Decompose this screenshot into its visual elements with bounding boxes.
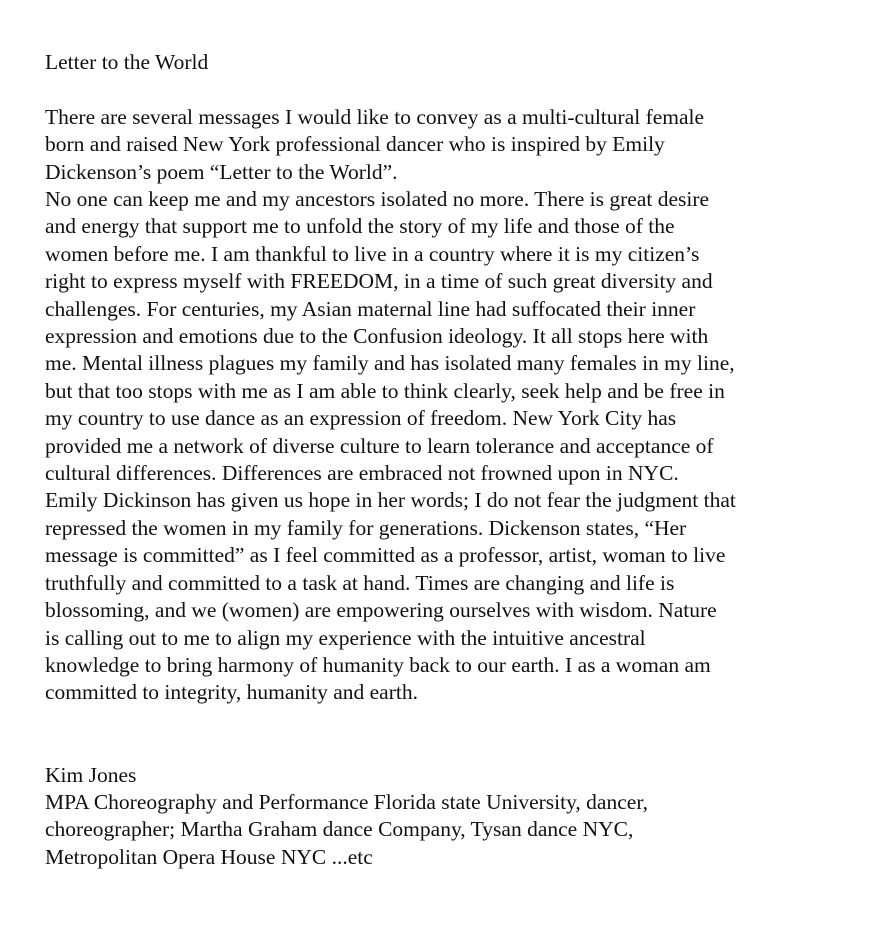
body-line: blossoming, and we (women) are empowering ourselves with wisdom. Nature [45, 598, 717, 623]
body-line: challenges. For centuries, my Asian maternal line had suffocated their inner [45, 296, 696, 321]
body-line: right to express myself with FREEDOM, in a time of such great diversity and [45, 269, 713, 294]
author-credential-line: Metropolitan Opera House NYC ...etc [45, 844, 373, 869]
author-name: Kim Jones [45, 762, 137, 787]
spacer [45, 707, 845, 762]
signature-block [45, 762, 845, 872]
letter-body [45, 104, 845, 707]
body-line: but that too stops with me as I am able to think clearly, seek help and be free in [45, 378, 725, 403]
body-line: repressed the women in my family for generations. Dickenson states, “Her [45, 515, 687, 540]
body-line: message is committed” as I feel committed as a professor, artist, woman to live [45, 543, 726, 568]
body-line: There are several messages I would like to convey as a multi-cultural female [45, 104, 705, 129]
author-credential-line: choreographer; Martha Graham dance Company, Tysan dance NYC, [45, 817, 634, 842]
body-line: provided me a network of diverse culture to learn tolerance and acceptance of [45, 433, 714, 458]
letter-title: Letter to the World [45, 50, 209, 74]
body-line: expression and emotions due to the Confusion ideology. It all stops here with [45, 324, 709, 349]
body-line: cultural differences. Differences are embraced not frowned upon in NYC. [45, 461, 679, 486]
body-line: me. Mental illness plagues my family and has isolated many females in my line, [45, 351, 735, 376]
body-line: Dickenson’s poem “Letter to the World”. [45, 159, 398, 184]
body-line: women before me. I am thankful to live in a country where it is my citizen’s [45, 241, 700, 266]
letter-document [45, 49, 845, 871]
body-line: my country to use dance as an expression of freedom. New York City has [45, 406, 677, 431]
body-line: is calling out to me to align my experience with the intuitive ancestral [45, 625, 646, 650]
body-line: committed to integrity, humanity and earth. [45, 680, 418, 705]
body-line: knowledge to bring harmony of humanity back to our earth. I as a woman am [45, 652, 711, 677]
body-line: Emily Dickinson has given us hope in her words; I do not fear the judgment that [45, 488, 736, 513]
body-line: No one can keep me and my ancestors isolated no more. There is great desire [45, 187, 710, 212]
author-credential-line: MPA Choreography and Performance Florida state University, dancer, [45, 789, 648, 814]
spacer [45, 76, 845, 103]
body-line: born and raised New York professional dancer who is inspired by Emily [45, 132, 665, 157]
body-line: and energy that support me to unfold the story of my life and those of the [45, 214, 675, 239]
body-line: truthfully and committed to a task at hand. Times are changing and life is [45, 570, 675, 595]
